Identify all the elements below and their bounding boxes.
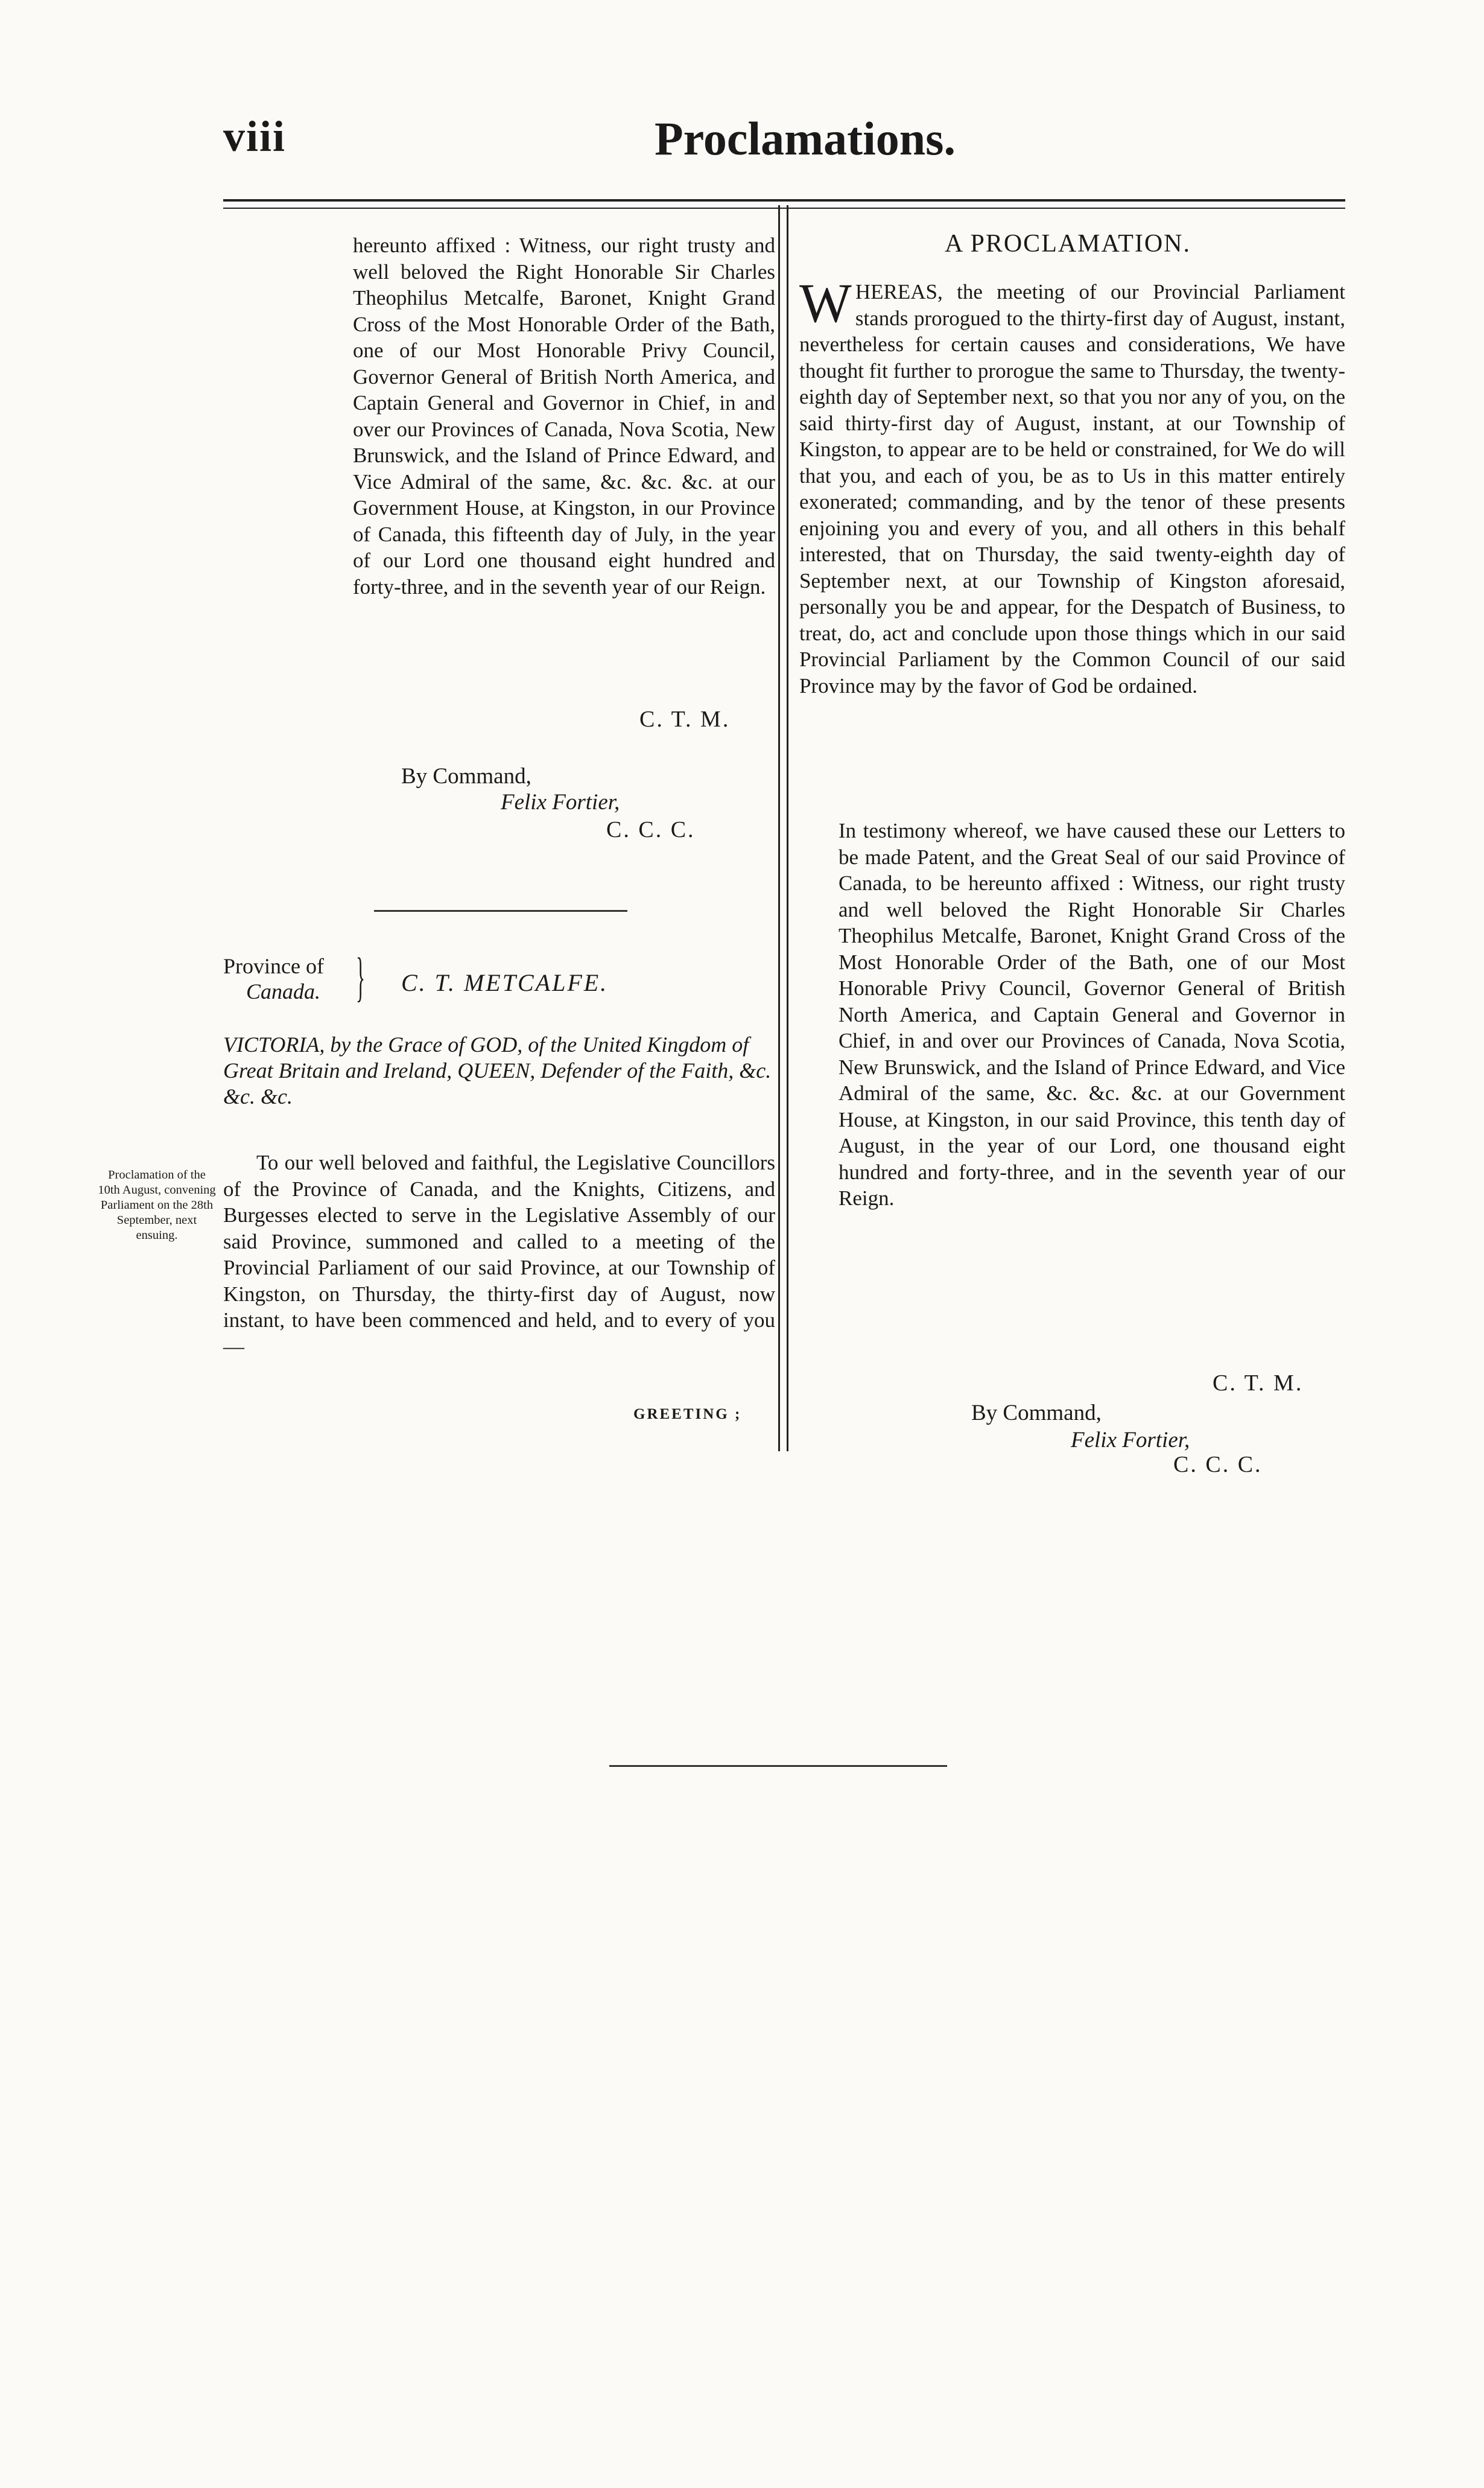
address-text: To our well beloved and faithful, the Legislative Councillors of the Province of Canada, and the Knights, Citizens, and Burgesses elected to serve in the Legislative Assembly of our said Province, summoned and called to a meeting of the Provincial Parliament of our said Province, at our Township of Kingston, on Thursday, the thirty-first day of August, now instant, to have been commenced and held, and to every of you— xyxy=(223,1151,775,1358)
header-rule-thick xyxy=(223,199,1345,202)
secretary-office: C. C. C. xyxy=(606,817,696,842)
testimony-block xyxy=(839,818,1345,1212)
greeting: GREETING ; xyxy=(633,1406,742,1422)
secretary-name: Felix Fortier, xyxy=(501,790,620,815)
by-command: By Command, xyxy=(401,764,531,789)
end-ornament xyxy=(609,1765,947,1767)
page-title: Proclamations. xyxy=(655,112,956,165)
testimony-text: In testimony whereof, we have caused these our Letters to be made Patent, and the Great Seal of our said Province of Canada, to be hereunto affixed : Witness, our right trusty and well beloved the Right Honorable Sir Charles Theophilus Metcalfe, Baronet, Knight Grand Cross of the Most Honorable Order of the Bath, one of our Most Honorable Privy Council, Governor General of British North America, and Captain General and Governor in Chief, in and over our Provinces of Canada, Nova Scotia, New Brunswick, and the Island of Prince Edward, and Vice Admiral of the same, &c. &c. &c. at our Government House, at Kingston, in our said Province, this tenth day of August, in the year of our Lord, one thousand eight hundred and forty-three, and in the seventh year of our Reign. xyxy=(839,819,1345,1210)
column-divider-right xyxy=(787,205,788,1451)
proclamation-body xyxy=(799,272,1345,699)
proclamation-address xyxy=(223,1150,775,1360)
governor-name: C. T. METCALFE. xyxy=(401,969,609,996)
brace-glyph: } xyxy=(356,947,366,1007)
page-folio: viii xyxy=(223,112,287,161)
continuation-text: hereunto affixed : Witness, our right trusty and well beloved the Right Honorable Sir Charles Theophilus Metcalfe, Baronet, Knight Grand Cross of the Most Honorable Order of the Bath, one of our Most Honorable Privy Council, Governor General of British North America, and Captain General and Governor in Chief, in and over our Provinces of Canada, Nova Scotia, New Brunswick, and the Island of Prince Edward, and Vice Admiral of the same, &c. &c. &c. at our Government House, at Kingston, in our Province of Canada, this fifteenth day of July, in the year of our Lord one thousand eight hundred and forty-three, and in the seventh year of our Reign. xyxy=(353,234,775,599)
signature-initials: C. T. M. xyxy=(639,707,731,732)
body-text: HEREAS, the meeting of our Provincial Parliament stands prorogued to the thirty-first day of August, instant, nevertheless for certain causes and considerations, We have thought fit further to prorogue the same to Thursday, the twenty-eighth day of September next, so that you nor any of you, on the said thirty-first day of August, instant, at our Township of Kingston, to appear are to be held or constrained, for We do will that you, and each of you, be as to Us in this matter entirely exonerated; commanding, and by the tenor of these presents enjoining you and every of you, and all others in this behalf interested, that on Thursday, the said twenty-eighth day of September next, at our Township of Kingston aforesaid, personally you be and appear, for the Despatch of Business, to treat, do, act and conclude upon those things which in our said Provincial Parliament by the Common Council of our said Province may by the favor of God be ordained. xyxy=(799,280,1345,698)
proclamation-continuation xyxy=(353,232,775,600)
province-line-1: Province of xyxy=(223,954,324,978)
secretary-office-2: C. C. C. xyxy=(1173,1452,1263,1477)
margin-note: Proclamation of the 10th August, convening Parliament on the 28th September, next ensuing. xyxy=(98,1168,216,1242)
royal-style xyxy=(223,1032,775,1110)
royal-style-text: VICTORIA, by the Grace of GOD, of the United Kingdom of Great Britain and Ireland, QUEEN, Defender of the Faith, &c. &c. &c. xyxy=(223,1032,772,1109)
province-line-2: Canada. xyxy=(246,979,321,1004)
column-divider-left xyxy=(778,205,780,1451)
province-label xyxy=(223,953,324,1004)
section-divider xyxy=(374,910,627,912)
secretary-name-2: Felix Fortier, xyxy=(1071,1428,1190,1452)
signature-initials-2: C. T. M. xyxy=(1213,1370,1304,1396)
proclamation-heading: A PROCLAMATION. xyxy=(944,230,1191,258)
by-command-2: By Command, xyxy=(971,1401,1102,1425)
drop-cap: W xyxy=(799,272,852,334)
header-rule-thin xyxy=(223,208,1345,209)
